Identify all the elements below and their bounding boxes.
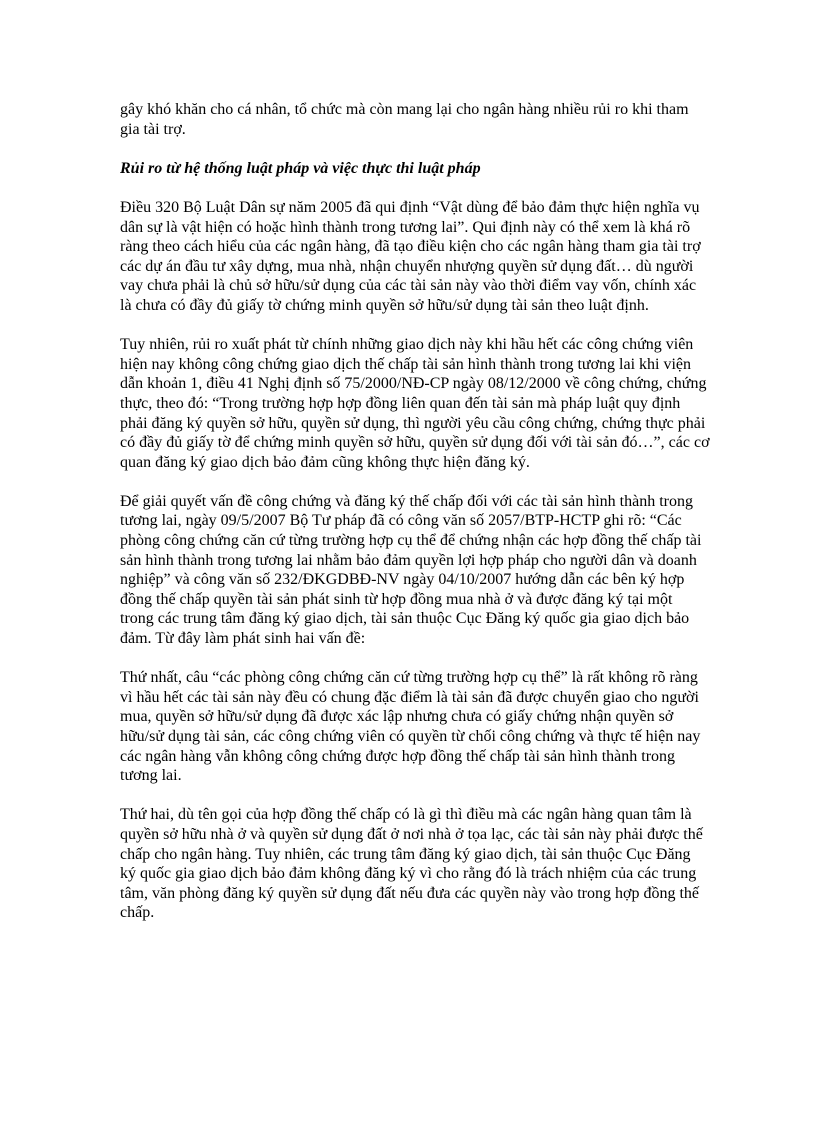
- paragraph-article-320: Điều 320 Bộ Luật Dân sự năm 2005 đã qui định “Vật dùng để bảo đảm thực hiện nghĩa vụ dân sự là vật hiện có hoặc hình thành trong tương lai”. Qui định này có thể xem là khá rõ ràng theo cách hiểu của các ngân hàng, đã tạo điều kiện cho các ngân hàng tham gia tài trợ các dự án đầu tư xây dựng, mua nhà, nhận chuyển nhượng quyền sử dụng đất… dù người vay chưa phải là chủ sở hữu/sử dụng của các tài sản này vào thời điểm vay vốn, chính xác là chưa có đầy đủ giấy tờ chứng minh quyền sở hữu/sử dụng tài sản theo luật định.: [120, 198, 701, 314]
- paragraph-ministry-guidance: Để giải quyết vấn đề công chứng và đăng ký thế chấp đối với các tài sản hình thành trong tương lai, ngày 09/5/2007 Bộ Tư pháp đã có công văn số 2057/BTP-HCTP ghi rõ: “Các phòng công chứng căn cứ từng trường hợp cụ thể để chứng nhận các hợp đồng thế chấp tài sản hình thành trong tương lai nhằm bảo đảm quyền lợi hợp pháp cho người dân và doanh nghiệp” và công văn số 232/ĐKGDBĐ-NV ngày 04/10/2007 hướng dẫn các bên ký hợp đồng thế chấp quyền tài sản phát sinh từ hợp đồng mua nhà ở và được đăng ký tại một trong các trung tâm đăng ký giao dịch, tài sản thuộc Cục Đăng ký quốc gia giao dịch bảo đảm. Từ đây làm phát sinh hai vấn đề:: [120, 492, 702, 648]
- document-page: [120, 100, 710, 943]
- section-heading: Rủi ro từ hệ thống luật pháp và việc thực thi luật pháp: [120, 159, 481, 177]
- paragraph-first-issue: Thứ nhất, câu “các phòng công chứng căn cứ từng trường hợp cụ thể” là rất không rõ ràng vì hầu hết các tài sản này đều có chung đặc điểm là tài sản đã được chuyển giao cho người mua, quyền sở hữu/sử dụng đã được xác lập nhưng chưa có giấy chứng nhận quyền sở hữu/sử dụng tài sản, các công chứng viên có quyền từ chối công chứng và thực tế hiện nay các ngân hàng vẫn không công chứng được hợp đồng thế chấp tài sản hình thành trong tương lai.: [120, 669, 701, 785]
- paragraph-second-issue: Thứ hai, dù tên gọi của hợp đồng thế chấp có là gì thì điều mà các ngân hàng quan tâm là quyền sở hữu nhà ở và quyền sử dụng đất ở nơi nhà ở tọa lạc, các tài sản này phải được thế chấp cho ngân hàng. Tuy nhiên, các trung tâm đăng ký giao dịch, tài sản thuộc Cục Đăng ký quốc gia giao dịch bảo đảm không đăng ký vì cho rằng đó là trách nhiệm của các trung tâm, văn phòng đăng ký quyền sử dụng đất nếu đưa các quyền này vào trong hợp đồng thế chấp.: [120, 806, 703, 922]
- paragraph-intro-continuation: gây khó khăn cho cá nhân, tổ chức mà còn mang lại cho ngân hàng nhiều rủi ro khi tham gia tài trợ.: [120, 101, 689, 138]
- paragraph-notary-risk: Tuy nhiên, rủi ro xuất phát từ chính những giao dịch này khi hầu hết các công chứng viên hiện nay không công chứng giao dịch thế chấp tài sản hình thành trong tương lai khi viện dẫn khoản 1, điều 41 Nghị định số 75/2000/NĐ-CP ngày 08/12/2000 về công chứng, chứng thực, theo đó: “Trong trường hợp hợp đồng liên quan đến tài sản mà pháp luật quy định phải đăng ký quyền sở hữu, quyền sử dụng, thì người yêu cầu công chứng, chứng thực phải có đầy đủ giấy tờ để chứng minh quyền sở hữu, quyền sử dụng đối với tài sản đó…”, các cơ quan đăng ký giao dịch bảo đảm cũng không thực hiện đăng ký.: [120, 336, 710, 471]
